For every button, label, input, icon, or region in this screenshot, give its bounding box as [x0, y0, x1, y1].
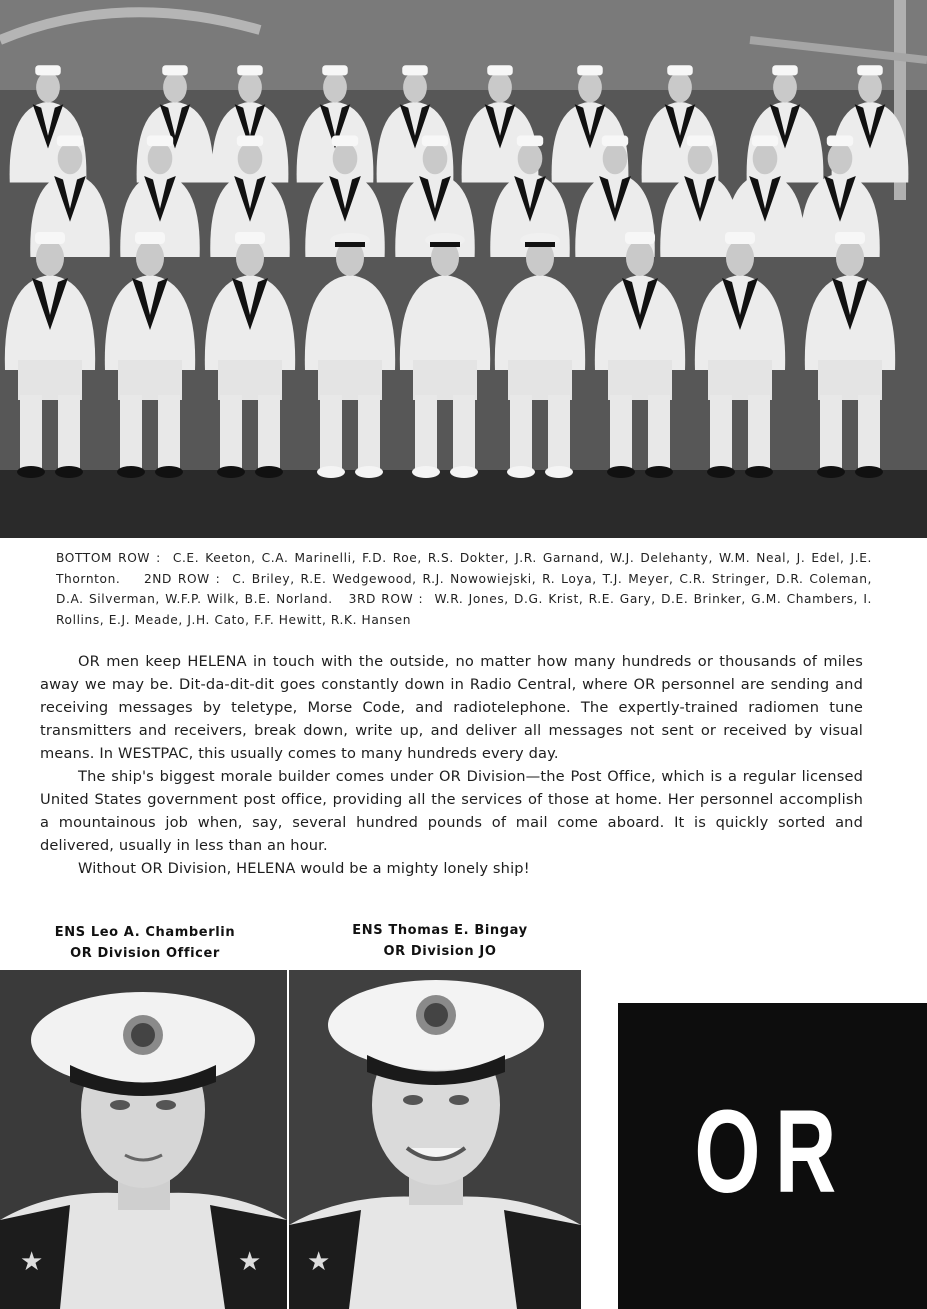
- division-description: [40, 650, 863, 880]
- bottom-row-label: BOTTOM ROW :: [56, 551, 161, 565]
- officer-2-title: OR Division JO: [383, 944, 497, 959]
- officer-2-name: ENS Thomas E. Bingay: [352, 923, 528, 938]
- svg-text:★: ★: [20, 1247, 44, 1277]
- officer-2-caption: [325, 920, 555, 962]
- officer-1-name: ENS Leo A. Chamberlin: [54, 925, 236, 940]
- bottom-row-names: C.E. Keeton, C.A. Marinelli, F.D. Roe, R.S. Dokter, J.R. Garnand, W.J. Delehanty, W.M. Neal, J. Edel, J.E. Thornton.: [56, 551, 872, 586]
- third-row-label: 3RD ROW :: [348, 592, 424, 606]
- officer-1-title: OR Division Officer: [70, 946, 220, 961]
- officer-1-portrait: [0, 970, 287, 1309]
- division-mark: OR: [694, 1086, 851, 1218]
- photo-caption: [56, 548, 872, 630]
- svg-text:★: ★: [238, 1247, 262, 1277]
- paragraph-3: Without OR Division, HELENA would be a mighty lonely ship!: [78, 860, 530, 877]
- paragraph-2: The ship's biggest morale builder comes under OR Division—the Post Office, which is a regular licensed United States government post office, providing all the services of those at home. Her personnel accomplish a mountainous job when, say, several hundred pounds of mail come aboard. It is quickly sorted and delivered, usually in less than an hour.: [40, 768, 863, 854]
- third-row-names: W.R. Jones, D.G. Krist, R.E. Gary, D.E. Brinker, G.M. Chambers, I. Rollins, E.J. Meade, J.H. Cato, F.F. Hewitt, R.K. Hansen: [56, 592, 872, 627]
- officer-portrait-icon: [289, 970, 581, 1309]
- officer-1-caption: [30, 922, 260, 964]
- officer-2-portrait: [289, 970, 581, 1309]
- second-row-names: C. Briley, R.E. Wedgewood, R.J. Nowowiejski, R. Loya, T.J. Meyer, C.R. Stringer, D.R. Coleman, D.A. Silverman, W.F.P. Wilk, B.E. Norland.: [56, 571, 872, 606]
- second-row-label: 2ND ROW :: [143, 571, 221, 586]
- division-mark-block: [618, 1003, 927, 1309]
- svg-text:★: ★: [307, 1247, 331, 1277]
- group-photo-sailors-icon: [0, 0, 927, 538]
- paragraph-1: OR men keep HELENA in touch with the outside, no matter how many hundreds or thousands of miles away we may be. Dit-da-dit-dit goes constantly down in Radio Central, where OR personnel are sending and receiving messages by teletype, Morse Code, and radiotelephone. The expertly-trained radiomen tune transmitters and receivers, break down, write up, and deliver all messages not sent or received by visual means. In WESTPAC, this usually comes to many hundreds every day.: [40, 653, 863, 762]
- group-photo: [0, 0, 927, 538]
- officer-portrait-icon: [0, 970, 287, 1309]
